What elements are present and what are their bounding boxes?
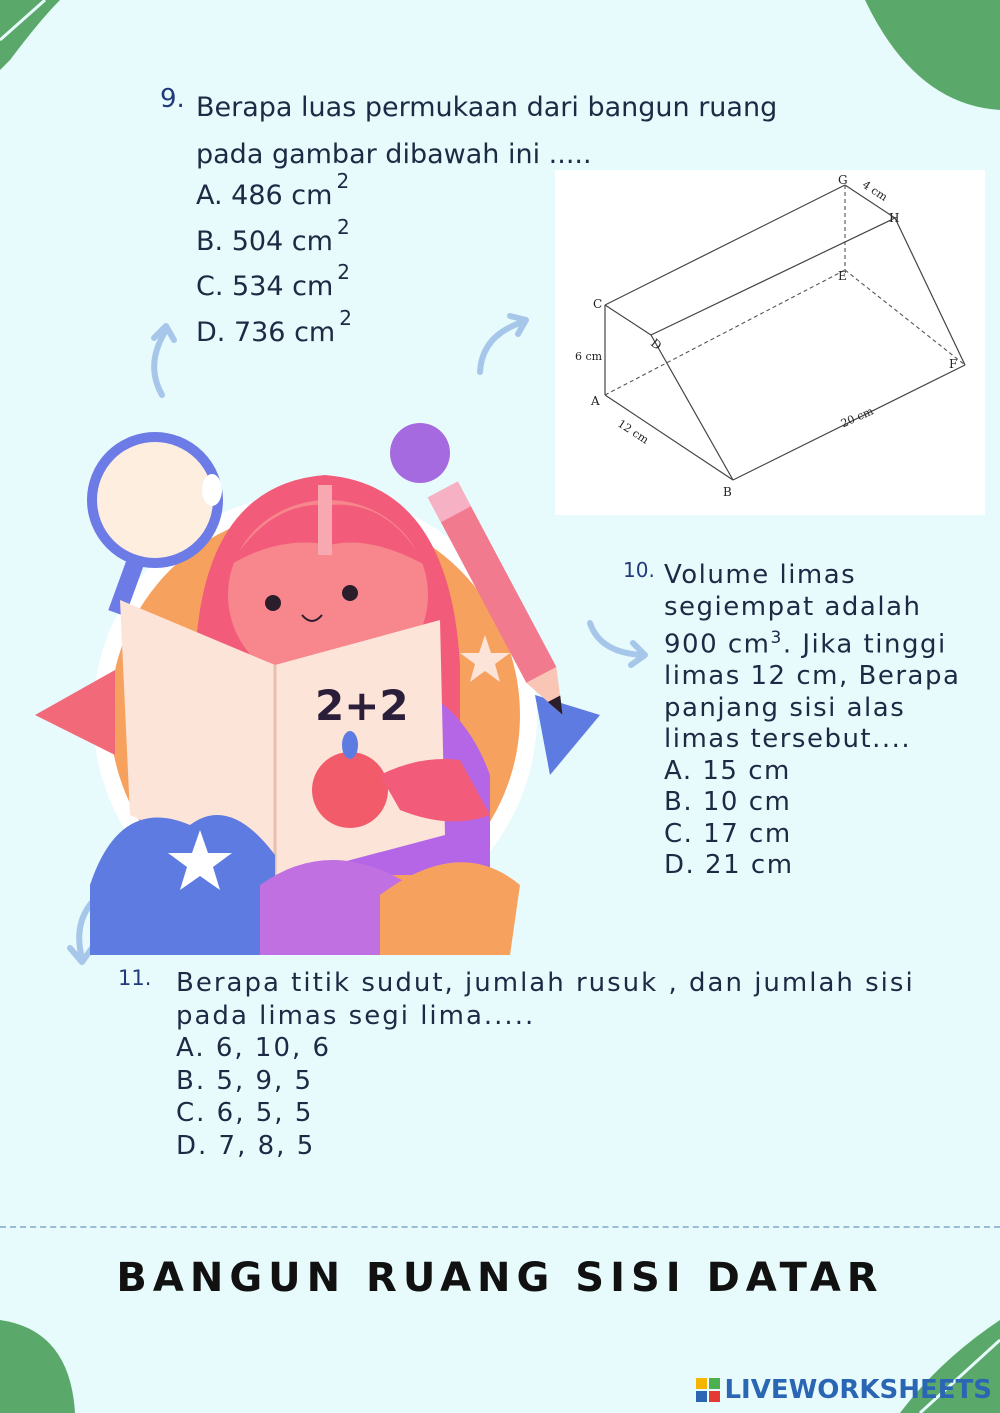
leaf-top-right-decoration	[855, 0, 1000, 115]
dim-top-label: 4 cm	[859, 178, 890, 204]
question-9-option-c[interactable]	[196, 260, 351, 302]
vertex-label-h: H	[889, 211, 900, 225]
question-10-option-a[interactable]: A. 15 cm	[664, 755, 791, 786]
question-9-stem	[196, 84, 836, 178]
leaf-top-left-decoration	[0, 0, 100, 80]
question-10-number: 10.	[623, 558, 655, 582]
question-9-stem-line-2: pada gambar dibawah ini .....	[196, 139, 592, 170]
dashed-divider	[0, 1226, 1000, 1228]
question-11-line: Berapa titik sudut, jumlah rusuk , dan jumlah sisi	[176, 968, 915, 998]
dim-length-label: 20 cm	[838, 404, 876, 431]
girl-reading-illustration	[30, 415, 610, 955]
worksheet-title: BANGUN RUANG SISI DATAR	[116, 1255, 884, 1301]
question-11-option-b[interactable]: B. 5, 9, 5	[176, 1065, 314, 1096]
vertex-label-a: A	[591, 394, 600, 408]
question-9-option-d[interactable]	[196, 306, 352, 348]
question-10-line: Volume limas	[664, 560, 857, 590]
dim-base-label: 12 cm	[615, 417, 651, 447]
question-11-option-a[interactable]: A. 6, 10, 6	[176, 1033, 332, 1063]
question-10-option-c[interactable]: C. 17 cm	[664, 818, 792, 849]
question-9-stem-line-1: Berapa luas permukaan dari bangun ruang	[196, 92, 778, 123]
option-superscript: 2	[337, 260, 351, 284]
prism-figure	[555, 170, 985, 515]
question-11-option-c[interactable]: C. 6, 5, 5	[176, 1098, 314, 1128]
question-10	[664, 560, 994, 882]
option-text: B. 504 cm	[196, 226, 333, 257]
book-math-text: 2+2	[315, 681, 409, 730]
vertex-label-f: F	[949, 357, 958, 371]
vertex-label-g: G	[838, 173, 848, 187]
vertex-label-b: B	[723, 485, 732, 499]
question-9-number: 9.	[160, 84, 185, 114]
question-10-line: segiempat adalah	[664, 591, 922, 622]
question-10-line: limas tersebut....	[664, 724, 912, 755]
leaf-bottom-left-decoration	[0, 1320, 80, 1413]
vertex-label-d: D	[647, 335, 665, 353]
question-10-line	[664, 623, 994, 661]
question-11-number: 11.	[118, 966, 152, 990]
question-10-option-b[interactable]: B. 10 cm	[664, 787, 792, 818]
vertex-label-c: C	[593, 297, 603, 311]
option-superscript: 2	[336, 215, 350, 239]
option-superscript: 2	[339, 306, 352, 330]
question-11	[176, 967, 996, 1162]
brand-text: LIVEWORKSHEETS	[724, 1375, 992, 1405]
liveworksheets-logo-icon	[696, 1378, 720, 1402]
vertex-label-e: E	[838, 269, 847, 283]
question-10-line-rest: . Jika tinggi	[782, 629, 947, 660]
curved-arrow-icon	[140, 320, 190, 400]
question-9-option-b[interactable]	[196, 215, 350, 257]
curved-arrow-icon	[468, 310, 538, 380]
volume-value: 900 cm	[664, 629, 771, 660]
question-10-line: panjang sisi alas	[664, 692, 906, 723]
option-text: D. 736 cm	[196, 317, 336, 348]
option-superscript: 2	[336, 169, 350, 193]
question-10-option-d[interactable]: D. 21 cm	[664, 850, 794, 881]
dim-height-label: 6 cm	[575, 350, 603, 363]
option-text: C. 534 cm	[196, 271, 334, 302]
volume-unit-superscript: 3	[770, 628, 783, 648]
question-11-option-d[interactable]: D. 7, 8, 5	[176, 1130, 316, 1161]
liveworksheets-brand	[696, 1375, 992, 1405]
question-11-line: pada limas segi lima.....	[176, 1000, 536, 1031]
question-10-line: limas 12 cm, Berapa	[664, 661, 961, 692]
question-9-option-a[interactable]	[196, 169, 350, 211]
option-text: A. 486 cm	[196, 180, 333, 211]
